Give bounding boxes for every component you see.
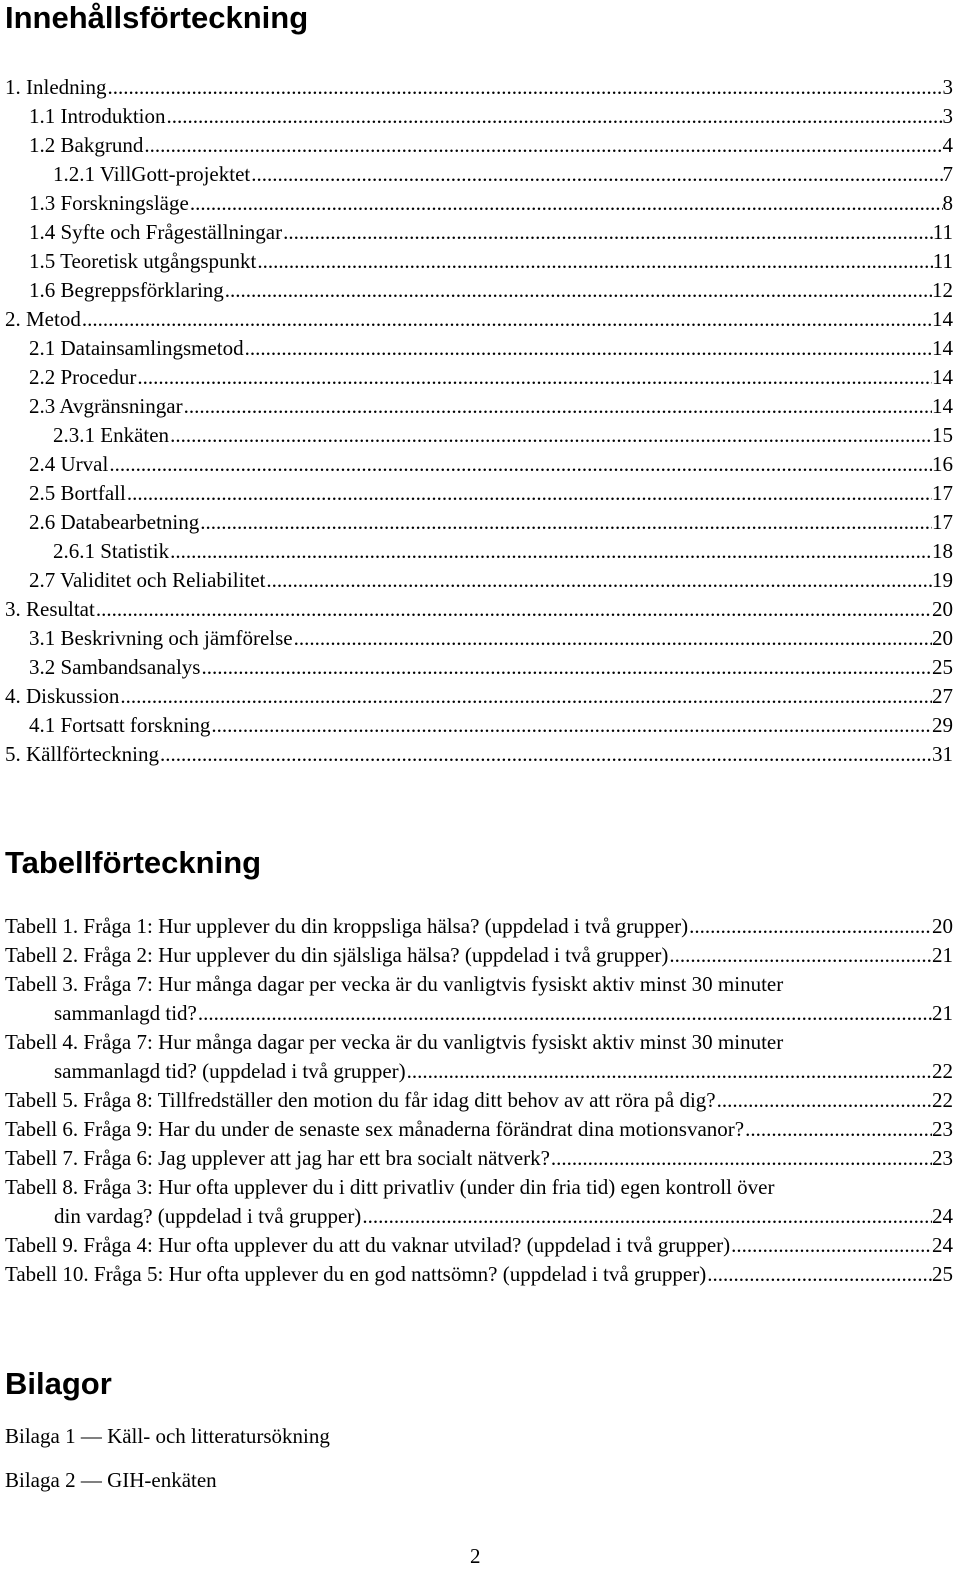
dot-leader <box>688 912 932 941</box>
table-list-entry[interactable] <box>5 1260 953 1289</box>
dot-leader <box>197 999 932 1028</box>
toc-entry[interactable] <box>29 653 953 682</box>
toc-entry-title: 1.5 Teoretisk utgångspunkt <box>29 249 257 273</box>
dot-leader <box>126 479 932 508</box>
dot-leader <box>706 1260 932 1289</box>
table-entry-title-continued: sammanlagd tid? (uppdelad i två grupper) <box>54 1059 406 1083</box>
toc-entry[interactable] <box>29 363 953 392</box>
table-list-entry[interactable] <box>5 1231 953 1260</box>
toc-entry-page: 14 <box>932 394 953 418</box>
toc-entry-title: 2.6.1 Statistik <box>53 539 170 563</box>
appendices-heading: Bilagor <box>5 1366 112 1401</box>
toc-entry-page: 29 <box>932 713 953 737</box>
toc-entry-title: 2.7 Validitet och Reliabilitet <box>29 568 266 592</box>
toc-entry[interactable] <box>29 392 953 421</box>
table-entry-page: 25 <box>932 1262 953 1286</box>
toc-entry-title: 2.1 Datainsamlingsmetod <box>29 336 244 360</box>
table-list-entry[interactable] <box>5 1173 953 1231</box>
toc-entry-page: 3 <box>942 104 953 128</box>
toc-entry-title: 1.3 Forskningsläge <box>29 191 189 215</box>
dot-leader <box>744 1115 932 1144</box>
toc-entry-page: 20 <box>932 597 953 621</box>
toc-entry[interactable] <box>29 247 953 276</box>
dot-leader <box>256 247 932 276</box>
dot-leader <box>169 421 932 450</box>
toc-entry-title: 2.6 Databearbetning <box>29 510 200 534</box>
toc-entry-title: 3.2 Sambandsanalys <box>29 655 201 679</box>
table-entry-title: Tabell 4. Fråga 7: Hur många dagar per vecka är du vanligtvis fysiskt aktiv minst 30 minuter <box>5 1030 784 1054</box>
table-entry-page: 20 <box>932 914 953 938</box>
toc-entry-page: 18 <box>932 539 953 563</box>
toc-entry-page: 14 <box>932 336 953 360</box>
toc-entry-page: 31 <box>932 742 953 766</box>
toc-entry-title: 1.2.1 VillGott-projektet <box>53 162 251 186</box>
dot-leader <box>108 450 932 479</box>
toc-entry-page: 4 <box>942 133 953 157</box>
dot-leader <box>282 218 933 247</box>
toc-entry-title: 2.3 Avgränsningar <box>29 394 183 418</box>
table-entry-title: Tabell 7. Fråga 6: Jag upplever att jag har ett bra socialt nätverk? <box>5 1146 550 1170</box>
table-list-entry[interactable] <box>5 970 953 1028</box>
toc-entry-title: 1. Inledning <box>5 75 107 99</box>
toc-entry[interactable] <box>29 334 953 363</box>
toc-entry[interactable] <box>29 218 953 247</box>
dot-leader <box>406 1057 932 1086</box>
toc-entry-title: 4.1 Fortsatt forskning <box>29 713 211 737</box>
toc-entry[interactable] <box>29 479 953 508</box>
table-entry-title: Tabell 5. Fråga 8: Tillfredställer den motion du får idag ditt behov av att röra på dig? <box>5 1088 716 1112</box>
dot-leader <box>169 537 932 566</box>
toc-entry[interactable] <box>5 595 953 624</box>
toc-entry-page: 14 <box>932 365 953 389</box>
table-entry-page: 23 <box>932 1146 953 1170</box>
toc-entry[interactable] <box>53 421 953 450</box>
dot-leader <box>361 1202 932 1231</box>
appendix-item-2: Bilaga 2 — GIH-enkäten <box>5 1468 217 1492</box>
toc-entry-page: 27 <box>932 684 953 708</box>
contents-heading: Innehållsförteckning <box>5 0 309 35</box>
toc-entry[interactable] <box>29 131 953 160</box>
toc-entry[interactable] <box>53 537 953 566</box>
toc-entry[interactable] <box>5 740 953 769</box>
table-entry-title: Tabell 3. Fråga 7: Hur många dagar per vecka är du vanligtvis fysiskt aktiv minst 30 minuter <box>5 972 784 996</box>
toc-entry-page: 8 <box>942 191 953 215</box>
toc-entry-title: 4. Diskussion <box>5 684 120 708</box>
table-entry-title: Tabell 6. Fråga 9: Har du under de senaste sex månaderna förändrat dina motionsvanor? <box>5 1117 745 1141</box>
dot-leader <box>210 711 932 740</box>
toc-entry[interactable] <box>29 508 953 537</box>
toc-entry-title: 5. Källförteckning <box>5 742 159 766</box>
table-entry-page: 22 <box>932 1059 953 1083</box>
dot-leader <box>81 305 932 334</box>
toc-entry-page: 3 <box>942 75 953 99</box>
dot-leader <box>136 363 932 392</box>
table-list-entry[interactable] <box>5 1115 953 1144</box>
dot-leader <box>106 73 942 102</box>
toc-entry-title: 3. Resultat <box>5 597 95 621</box>
toc-entry-page: 20 <box>932 626 953 650</box>
dot-leader <box>189 189 943 218</box>
dot-leader <box>159 740 932 769</box>
table-entry-page: 21 <box>932 943 953 967</box>
toc-entry-page: 12 <box>932 278 953 302</box>
page-number: 2 <box>470 1544 481 1568</box>
toc-entry-title: 1.1 Introduktion <box>29 104 166 128</box>
table-entry-title: Tabell 10. Fråga 5: Hur ofta upplever du en god nattsömn? (uppdelad i två grupper) <box>5 1262 707 1286</box>
toc-entry[interactable] <box>5 682 953 711</box>
toc-entry-page: 25 <box>932 655 953 679</box>
toc-entry-page: 17 <box>932 481 953 505</box>
appendix-item-1: Bilaga 1 — Käll- och litteratursökning <box>5 1424 330 1448</box>
toc-entry-title: 2.2 Procedur <box>29 365 137 389</box>
toc-entry-title: 2.4 Urval <box>29 452 109 476</box>
toc-entry-title: 3.1 Beskrivning och jämförelse <box>29 626 293 650</box>
table-entry-page: 22 <box>932 1088 953 1112</box>
toc-entry[interactable] <box>29 624 953 653</box>
dot-leader <box>200 653 932 682</box>
dot-leader <box>730 1231 932 1260</box>
dot-leader <box>668 941 932 970</box>
toc-entry-page: 14 <box>932 307 953 331</box>
toc-entry[interactable] <box>53 160 953 189</box>
toc-entry-title: 1.6 Begreppsförklaring <box>29 278 224 302</box>
table-list-entry[interactable] <box>5 1028 953 1086</box>
dot-leader <box>716 1086 932 1115</box>
table-entry-title: Tabell 9. Fråga 4: Hur ofta upplever du att du vaknar utvilad? (uppdelad i två grupper) <box>5 1233 731 1257</box>
dot-leader <box>143 131 942 160</box>
toc-entry-title: 2.5 Bortfall <box>29 481 126 505</box>
table-entry-title: Tabell 8. Fråga 3: Hur ofta upplever du i ditt privatliv (under din fria tid) egen kontroll över <box>5 1175 775 1199</box>
dot-leader <box>183 392 932 421</box>
toc-entry-page: 15 <box>932 423 953 447</box>
table-list-entry[interactable] <box>5 1086 953 1115</box>
table-entry-title-continued: sammanlagd tid? <box>54 1001 197 1025</box>
toc-entry[interactable] <box>29 189 953 218</box>
toc-entry[interactable] <box>29 450 953 479</box>
tables-heading: Tabellförteckning <box>5 845 262 880</box>
table-entry-page: 23 <box>932 1117 953 1141</box>
toc-entry[interactable] <box>29 102 953 131</box>
dot-leader <box>224 276 932 305</box>
toc-entry-page: 17 <box>932 510 953 534</box>
table-entry-page: 24 <box>932 1204 953 1228</box>
dot-leader <box>166 102 943 131</box>
table-list-entry[interactable] <box>5 941 953 970</box>
table-entry-title: Tabell 1. Fråga 1: Hur upplever du din kroppsliga hälsa? (uppdelad i två grupper) <box>5 914 689 938</box>
table-entry-title-continued: din vardag? (uppdelad i två grupper) <box>54 1204 362 1228</box>
table-entry-page: 24 <box>932 1233 953 1257</box>
table-entry-page: 21 <box>932 1001 953 1025</box>
table-list-entry[interactable] <box>5 1144 953 1173</box>
toc-entry-title: 1.2 Bakgrund <box>29 133 144 157</box>
dot-leader <box>119 682 932 711</box>
toc-entry-page: 11 <box>932 220 953 244</box>
dot-leader <box>293 624 932 653</box>
toc-entry-title: 2. Metod <box>5 307 81 331</box>
dot-leader <box>250 160 942 189</box>
toc-entry[interactable] <box>5 73 953 102</box>
toc-entry[interactable] <box>29 566 953 595</box>
table-list-entry[interactable] <box>5 912 953 941</box>
dot-leader <box>265 566 932 595</box>
table-entry-title: Tabell 2. Fråga 2: Hur upplever du din själsliga hälsa? (uppdelad i två grupper) <box>5 943 669 967</box>
toc-entry-title: 1.4 Syfte och Frågeställningar <box>29 220 283 244</box>
dot-leader <box>244 334 932 363</box>
dot-leader <box>550 1144 932 1173</box>
toc-entry[interactable] <box>29 711 953 740</box>
toc-entry[interactable] <box>5 305 953 334</box>
toc-entry-page: 16 <box>932 452 953 476</box>
toc-entry[interactable] <box>29 276 953 305</box>
dot-leader <box>95 595 932 624</box>
toc-entry-page: 7 <box>942 162 953 186</box>
dot-leader <box>199 508 932 537</box>
toc-entry-title: 2.3.1 Enkäten <box>53 423 170 447</box>
toc-entry-page: 11 <box>932 249 953 273</box>
toc-entry-page: 19 <box>932 568 953 592</box>
